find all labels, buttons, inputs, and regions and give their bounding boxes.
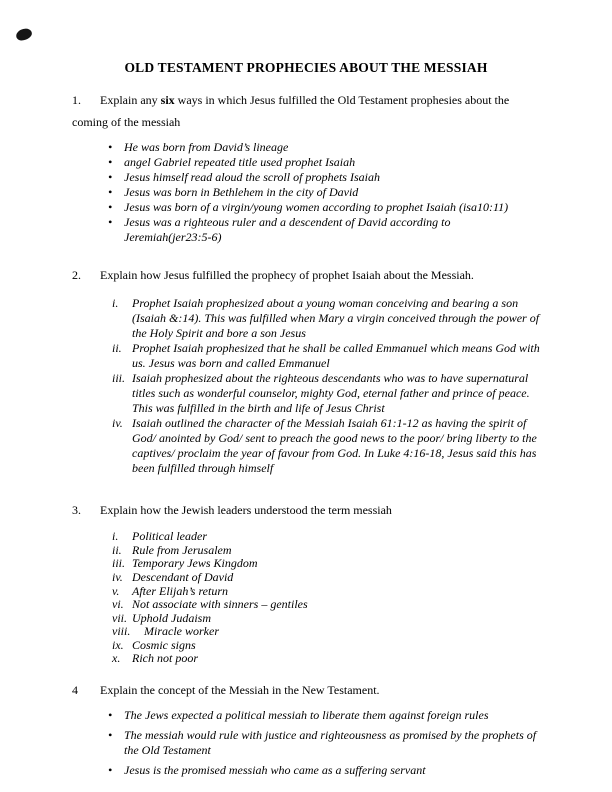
roman-numeral: vi. (112, 597, 124, 612)
list-item (112, 585, 540, 599)
list-item (108, 708, 540, 723)
question-4-body: Explain the concept of the Messiah in the New Testament. (100, 682, 380, 697)
list-item (112, 557, 540, 571)
list-item-text: Prophet Isaiah prophesized that he shall be called Emmanuel which means God with us. Jesus was born and called Emmanuel (132, 340, 540, 370)
question-3-number: 3. (72, 502, 81, 517)
roman-numeral: i. (112, 529, 119, 544)
list-item (112, 612, 540, 626)
ink-smudge-artifact (15, 27, 33, 41)
question-3-body: Explain how the Jewish leaders understood the term messiah (100, 502, 392, 517)
list-item (108, 215, 540, 245)
list-item (108, 763, 540, 778)
question-2-body: Explain how Jesus fulfilled the prophecy of prophet Isaiah about the Messiah. (100, 268, 474, 283)
list-item (108, 170, 540, 185)
question-4-list (108, 708, 540, 778)
list-item-text: Rule from Jerusalem (132, 542, 232, 557)
list-item-text: Isaiah prophesized about the righteous descendants who was to have supernatural titles such as wonderful counselor, mighty God, eternal father and prince of peace. This was fulfilled in the birth and life of Jesus Christ (132, 370, 530, 415)
roman-numeral: iii. (112, 556, 126, 571)
question-1-section (72, 90, 540, 245)
list-item-text: • Jesus is the promised messiah who came as a suffering servant (124, 763, 426, 778)
roman-numeral: iv. (112, 415, 123, 430)
document-title: OLD TESTAMENT PROPHECIES ABOUT THE MESSIAH (124, 60, 488, 75)
list-item-text: • Jesus himself read aloud the scroll of prophets Isaiah (124, 170, 380, 185)
question-3-list (112, 530, 540, 665)
roman-numeral: iv. (112, 570, 123, 585)
list-item-text: Rich not poor (132, 651, 198, 666)
list-item (108, 185, 540, 200)
question-1-suffix: ways in which Jesus fulfilled the Old Testament prophesies about the coming of the messiah (72, 93, 510, 129)
question-1-bold-word: six (160, 93, 175, 107)
roman-numeral: ii. (112, 340, 122, 355)
roman-numeral: ix. (112, 637, 124, 652)
list-item-text: Political leader (132, 529, 207, 544)
list-item-text: Not associate with sinners – gentiles (132, 597, 308, 612)
list-item-text: • He was born from David’s lineage (124, 140, 289, 155)
roman-numeral: ii. (112, 542, 122, 557)
list-item (108, 140, 540, 155)
list-item-text: • The messiah would rule with justice and righteousness as promised by the prophets of the Old Testament (124, 728, 537, 758)
roman-numeral: iii. (112, 370, 126, 385)
list-item (112, 416, 540, 476)
question-4-section (72, 680, 540, 779)
list-item-text: Prophet Isaiah prophesized about a young woman conceiving and bearing a son (Isaiah &:14). This was fulfilled when Mary a virgin conceived through the power of the Holy Spirit and bore a son Jesus (132, 295, 540, 340)
list-item (112, 296, 540, 341)
list-item (112, 598, 540, 612)
question-1-text (72, 90, 540, 133)
list-item-text: • Jesus was born in Bethlehem in the city of David (124, 185, 359, 200)
list-item-text: After Elijah’s return (132, 583, 228, 598)
roman-numeral: viii. (112, 624, 131, 639)
list-item (112, 625, 540, 639)
list-item (108, 200, 540, 215)
list-item (112, 371, 540, 416)
list-item-text: Miracle worker (144, 624, 219, 639)
list-item (112, 652, 540, 666)
list-item (112, 639, 540, 653)
list-item-text: • angel Gabriel repeated title used prophet Isaiah (124, 155, 356, 170)
list-item (108, 155, 540, 170)
list-item-text: Descendant of David (132, 570, 234, 585)
list-item-text: • Jesus was born of a virgin/young women according to prophet Isaiah (isa10:11) (124, 200, 509, 215)
list-item (112, 530, 540, 544)
list-item-text: • Jesus was a righteous ruler and a descendent of David according to Jeremiah(jer23:5-6) (124, 215, 451, 245)
roman-numeral: i. (112, 295, 119, 310)
question-1-prefix: Explain any (100, 93, 161, 107)
question-3-section (72, 500, 540, 666)
question-1-number: 1. (72, 93, 81, 107)
roman-numeral: vii. (112, 610, 127, 625)
list-item-text: Uphold Judaism (132, 610, 211, 625)
list-item-text: Cosmic signs (132, 637, 196, 652)
list-item-text: • The Jews expected a political messiah to liberate them against foreign rules (124, 708, 489, 723)
question-2-list (112, 296, 540, 476)
question-1-list (108, 140, 540, 245)
question-4-text (72, 680, 540, 702)
list-item (108, 728, 540, 758)
list-item (112, 341, 540, 371)
list-item (112, 571, 540, 585)
list-item-text: Isaiah outlined the character of the Messiah Isaiah 61:1-12 as having the spirit of God/ anointed by God/ sent to preach the good news to the poor/ bring liberty to the captives/ proclaim the year of favour from God. In Luke 4:16-18, Jesus said this has been fulfilled through himself (132, 415, 537, 475)
list-item (112, 544, 540, 558)
roman-numeral: v. (112, 583, 120, 598)
question-2-number: 2. (72, 268, 81, 283)
roman-numeral: x. (112, 651, 121, 666)
question-2-text (72, 265, 540, 287)
question-2-section (72, 265, 540, 476)
question-4-number: 4 (72, 682, 78, 697)
list-item-text: Temporary Jews Kingdom (132, 556, 258, 571)
question-3-text (72, 500, 540, 522)
